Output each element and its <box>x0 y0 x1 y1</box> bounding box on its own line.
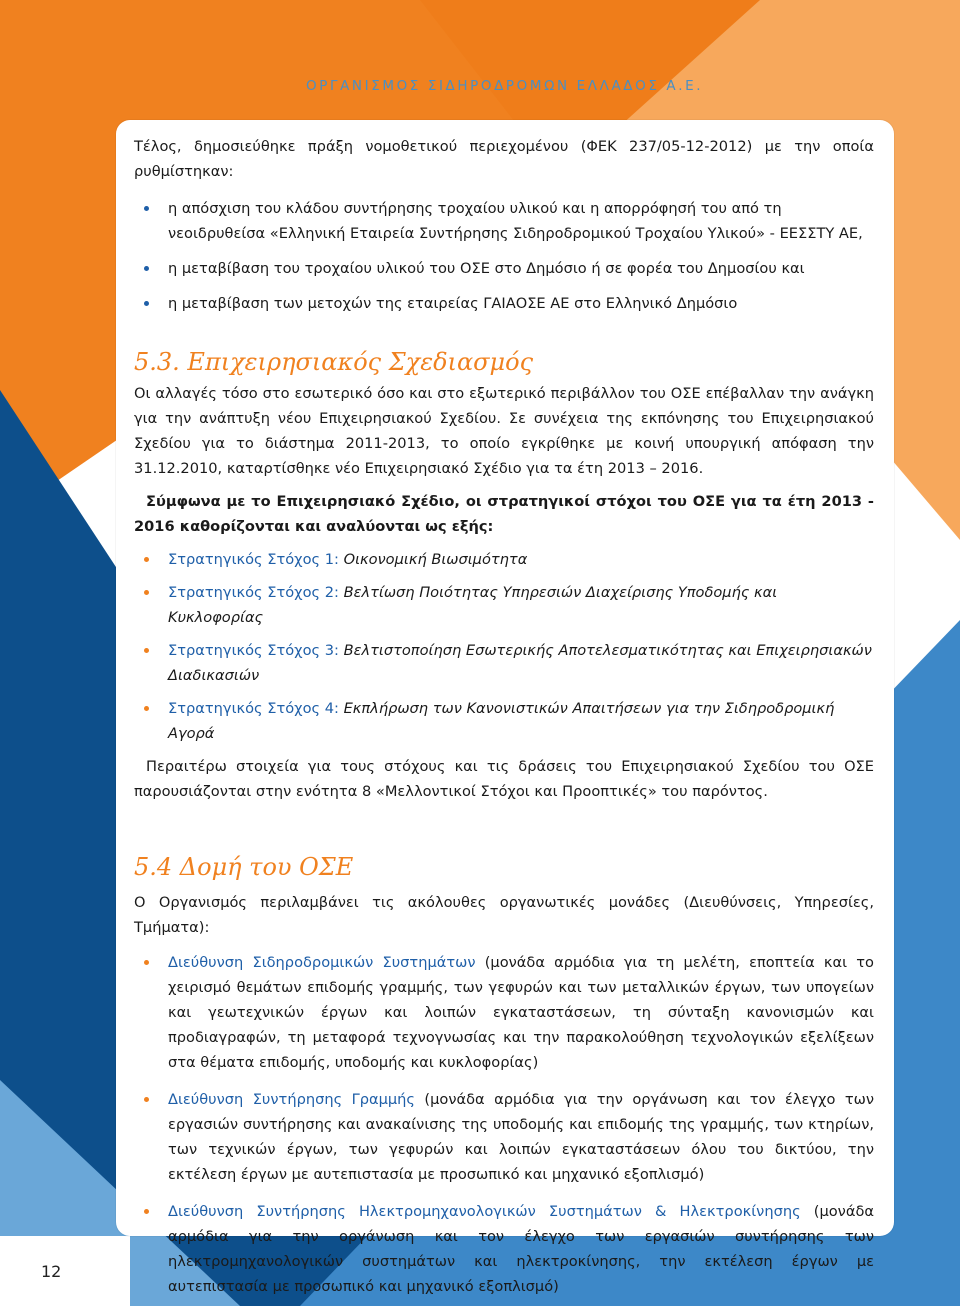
strategic-goal-text: Βελτιστοποίηση Εσωτερικής Αποτελεσματικότητας και Επιχειρησιακών Διαδικασιών <box>168 642 872 684</box>
unit-description: (μονάδα αρμόδια για τη μελέτη, εποπτεία και το χειρισμό θεμάτων επιδομής γραμμής, των γεφυρών και των μεταλλικών έργων, των υπογείων και γεωτεχνικών έργων και λοιπών εγκαταστάσεων, τη σύνταξη κανονισμών και προδιαγραφών, τη μεταφορά τεχνογνωσίας και την παρακολούθηση τεχνολογικών εξελίξεων στα θέματα επιδομής, υποδομής και κυκλοφορίας) <box>168 954 874 1071</box>
section-5-3-paragraph-2: Σύμφωνα με το Επιχειρησιακό Σχέδιο, οι στρατηγικοί στόχοι του ΟΣΕ για τα έτη 2013 - 2016 καθορίζονται και αναλύονται ως εξής: <box>134 493 874 535</box>
strategic-goal-item <box>134 638 874 688</box>
intro-paragraph: Τέλος, δημοσιεύθηκε πράξη νομοθετικού περιεχομένου (ΦΕΚ 237/05-12-2012) με την οποία ρυθμίστηκαν: <box>134 138 874 180</box>
unit-description: (μονάδα αρμόδια για την οργάνωση και τον έλεγχο των εργασιών συντήρησης και ανακαίνισης της υποδομής και επιδομής της γραμμής, των κτηρίων, των τεχνικών έργων, των γεφυρών και λοιπών εγκαταστάσεων όλου του δικτύου, την εκτέλεση έργων με αυτεπιστασία με προσωπικό και μηχανικό εξοπλισμό) <box>168 1091 875 1183</box>
strategic-goal-item <box>134 696 874 746</box>
strategic-goal-text: Εκπλήρωση των Κανονιστικών Απαιτήσεων για την Σιδηροδρομική Αγορά <box>168 700 835 742</box>
strategic-goal-label: Στρατηγικός Στόχος 1: <box>168 551 339 568</box>
unit-name: Διεύθυνση Συντήρησης Γραμμής <box>168 1091 415 1108</box>
intro-bullet-item: η απόσχιση του κλάδου συντήρησης τροχαίου υλικού και η απορρόφησή του από τη νεοιδρυθείσα «Ελληνική Εταιρεία Συντήρησης Σιδηροδρομικού Τροχαίου Υλικού» - ΕΕΣΣΤΥ ΑΕ, <box>134 196 874 246</box>
intro-bullet-item: η μεταβίβαση των μετοχών της εταιρείας ΓΑΙΑΟΣΕ ΑΕ στο Ελληνικό Δημόσιο <box>134 291 874 316</box>
strategic-goal-label: Στρατηγικός Στόχος 3: <box>168 642 339 659</box>
unit-description: (μονάδα αρμόδια για την οργάνωση και τον έλεγχο των εργασιών συντήρησης των ηλεκτρομηχανολογικών συστημάτων και ηλεκτροκίνησης, την εκτέλεση έργων με αυτεπιστασία με προσωπικό και μηχανικό εξοπλισμό) <box>168 1203 874 1295</box>
strategic-goal-label: Στρατηγικός Στόχος 2: <box>168 584 339 601</box>
strategic-goal-text: Βελτίωση Ποιότητας Υπηρεσιών Διαχείρισης Υποδομής και Κυκλοφορίας <box>168 584 778 626</box>
section-5-3-paragraph-3: Περαιτέρω στοιχεία για τους στόχους και τις δράσεις του Επιχειρησιακού Σχεδίου του ΟΣΕ παρουσιάζονται στην ενότητα 8 «Μελλοντικοί Στόχοι και Προοπτικές» του παρόντος. <box>134 758 874 800</box>
organizational-unit-item <box>134 1199 874 1299</box>
page-number: 12 <box>41 1262 62 1281</box>
strategic-goals-list <box>134 547 874 746</box>
section-5-4-heading: 5.4 Δομή του ΟΣΕ <box>134 853 354 881</box>
organization-header: ΟΡΓΑΝΙΣΜΟΣ ΣΙΔΗΡΟΔΡΟΜΩΝ ΕΛΛΑΔΟΣ Α.Ε. <box>306 78 704 94</box>
strategic-goal-item <box>134 580 874 630</box>
section-5-3-heading: 5.3. Επιχειρησιακός Σχεδιασμός <box>134 348 534 376</box>
intro-bullet-item: η μεταβίβαση του τροχαίου υλικού του ΟΣΕ στο Δημόσιο ή σε φορέα του Δημοσίου και <box>134 256 874 281</box>
organizational-unit-item <box>134 1087 874 1187</box>
intro-bullet-list <box>134 196 874 316</box>
unit-name: Διεύθυνση Συντήρησης Ηλεκτρομηχανολογικών Συστημάτων & Ηλεκτροκίνησης <box>168 1203 801 1220</box>
organizational-units-list <box>134 950 874 1299</box>
strategic-goal-label: Στρατηγικός Στόχος 4: <box>168 700 339 717</box>
section-5-3-paragraph-1: Οι αλλαγές τόσο στο εσωτερικό όσο και στο εξωτερικό περιβάλλον του ΟΣΕ επέβαλλαν την ανάγκη για την ανάπτυξη νέου Επιχειρησιακού Σχεδίου. Σε συνέχεια της εκπόνησης του Επιχειρησιακού Σχεδίου για το διάστημα 2011-2013, το οποίο εγκρίθηκε με κοινή υπουργική απόφαση την 31.12.2010, καταρτίσθηκε νέο Επιχειρησιακό Σχέδιο για τα έτη 2013 – 2016. <box>134 385 874 477</box>
strategic-goal-text: Οικονομική Βιωσιμότητα <box>343 551 528 568</box>
unit-name: Διεύθυνση Σιδηροδρομικών Συστημάτων <box>168 954 476 971</box>
section-5-4-intro: Ο Οργανισμός περιλαμβάνει τις ακόλουθες οργανωτικές μονάδες (Διευθύνσεις, Υπηρεσίες, Τμήματα): <box>134 894 874 936</box>
page-number-box <box>0 1236 130 1306</box>
strategic-goal-item <box>134 547 874 572</box>
page-content <box>134 134 874 1311</box>
organizational-unit-item <box>134 950 874 1075</box>
